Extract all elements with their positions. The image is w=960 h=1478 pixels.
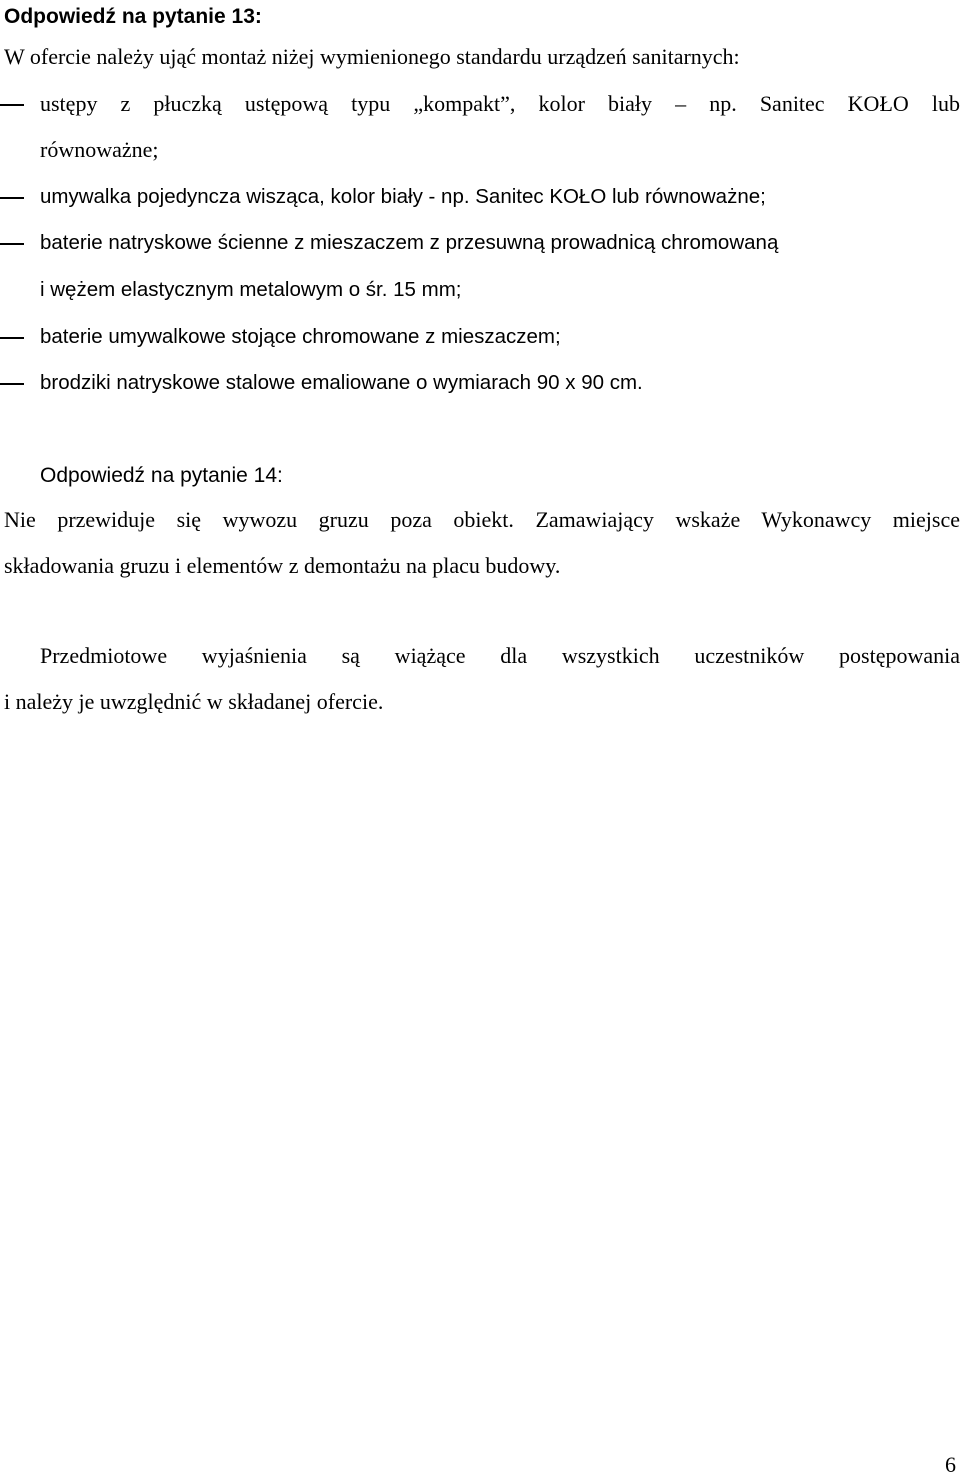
- list-item-basin-faucet: baterie umywalkowe stojące chromowane z mieszaczem;: [40, 325, 561, 348]
- heading-question-14: Odpowiedź na pytanie 14:: [40, 464, 283, 487]
- bullet-dash: [0, 197, 24, 199]
- list-item-shower-faucet-line1: baterie natryskowe ścienne z mieszaczem z przesuwną prowadnicą chromowaną: [40, 231, 779, 254]
- answer-14-line2: składowania gruzu i elementów z demontażu na placu budowy.: [4, 553, 561, 578]
- intro-paragraph: W ofercie należy ująć montaż niżej wymienionego standardu urządzeń sanitarnych:: [4, 44, 740, 69]
- list-item-shower-tray: brodziki natryskowe stalowe emaliowane o wymiarach 90 x 90 cm.: [40, 371, 643, 394]
- list-item-toilet-line1: ustępy z płuczką ustępową typu „kompakt”, kolor biały – np. Sanitec KOŁO lub: [40, 91, 960, 116]
- bullet-dash: [0, 383, 24, 385]
- closing-line1: Przedmiotowe wyjaśnienia są wiążące dla wszystkich uczestników postępowania: [40, 643, 960, 668]
- bullet-dash: [0, 243, 24, 245]
- list-item-shower-faucet-line2: i wężem elastycznym metalowym o śr. 15 mm;: [40, 278, 462, 301]
- heading-question-13: Odpowiedź na pytanie 13:: [4, 5, 262, 28]
- closing-line2: i należy je uwzględnić w składanej ofercie.: [4, 689, 384, 714]
- bullet-dash: [0, 337, 24, 339]
- list-item-toilet-line2: równoważne;: [40, 137, 159, 162]
- list-item-washbasin: umywalka pojedyncza wisząca, kolor biały - np. Sanitec KOŁO lub równoważne;: [40, 185, 766, 208]
- bullet-dash: [0, 104, 24, 106]
- answer-14-line1: Nie przewiduje się wywozu gruzu poza obiekt. Zamawiający wskaże Wykonawcy miejsce: [4, 507, 960, 532]
- page-number: 6: [945, 1452, 956, 1477]
